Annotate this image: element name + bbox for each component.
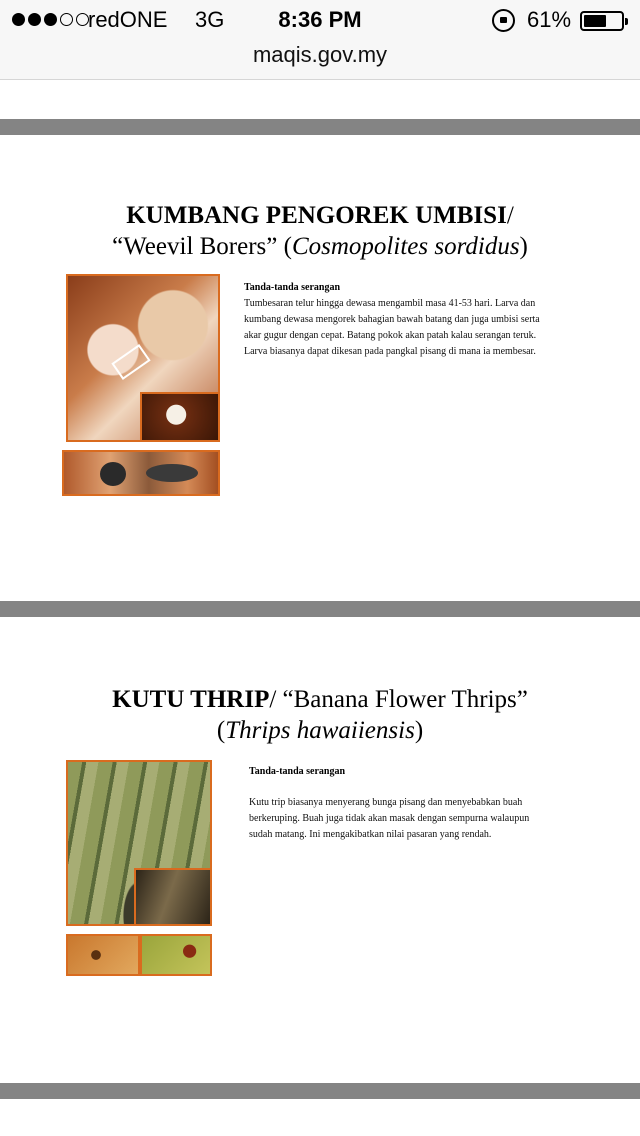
thrips-on-leaf-photo [140, 934, 212, 976]
browser-top-bar [0, 0, 640, 80]
weevil-image [146, 464, 198, 482]
thrips-closeup-photo [66, 934, 140, 976]
carrier-name: redONE [88, 7, 168, 32]
title-close: ) [414, 717, 424, 744]
address-bar[interactable]: maqis.gov.my [252, 42, 388, 67]
section-divider [0, 1083, 640, 1099]
title-suffix: / “Banana Flower Thrips” [269, 686, 528, 713]
battery-level-fill [584, 15, 606, 27]
section-divider [0, 119, 640, 135]
section-title-thrips [0, 684, 640, 746]
scientific-name: Cosmopolites sordidus [291, 233, 520, 260]
title-line2: ( [216, 717, 226, 744]
section-divider [0, 601, 640, 617]
thrips-damage-inset-photo [134, 868, 212, 926]
title-bold: KUMBANG PENGOREK UMBISI [126, 202, 507, 229]
symptoms-description: Tumbesaran telur hingga dewasa mengambil masa 41-53 hari. Larva dan kumbang dewasa mengorek bahagian bawah batang dan juga umbisi serta akar gugur dengan cepat. Batang pokok akan patah kalau serangan teruk. Larva biasanya dapat dikesan pada pangkal pisang di mana ia membesar. [244, 298, 540, 357]
larva-inset-photo [140, 392, 220, 442]
rotation-lock-icon [492, 9, 515, 32]
section-title-weevil [0, 200, 640, 262]
title-close: ) [519, 233, 528, 260]
battery-icon [580, 11, 624, 31]
scientific-name: Thrips hawaiiensis [225, 717, 415, 744]
title-line2: “Weevil Borers” ( [112, 233, 292, 260]
symptoms-description: Kutu trip biasanya menyerang bunga pisang dan menyebabkan buah berkeruping. Buah juga tidak akan masak dengan sempurna walaupun sudah matang. Ini mengakibatkan nilai pasaran yang rendah. [249, 797, 530, 840]
battery-percent: 61% [527, 7, 572, 32]
status-bar [0, 0, 640, 40]
symptoms-heading: Tanda-tanda serangan [249, 766, 346, 777]
title-suffix: / [506, 202, 514, 229]
status-time: 8:36 PM [278, 7, 362, 32]
symptoms-heading: Tanda-tanda serangan [244, 282, 341, 293]
title-bold: KUTU THRIP [112, 686, 270, 713]
network-type: 3G [195, 7, 225, 32]
adult-weevil-photo [62, 450, 220, 496]
weevil-image [100, 462, 126, 486]
